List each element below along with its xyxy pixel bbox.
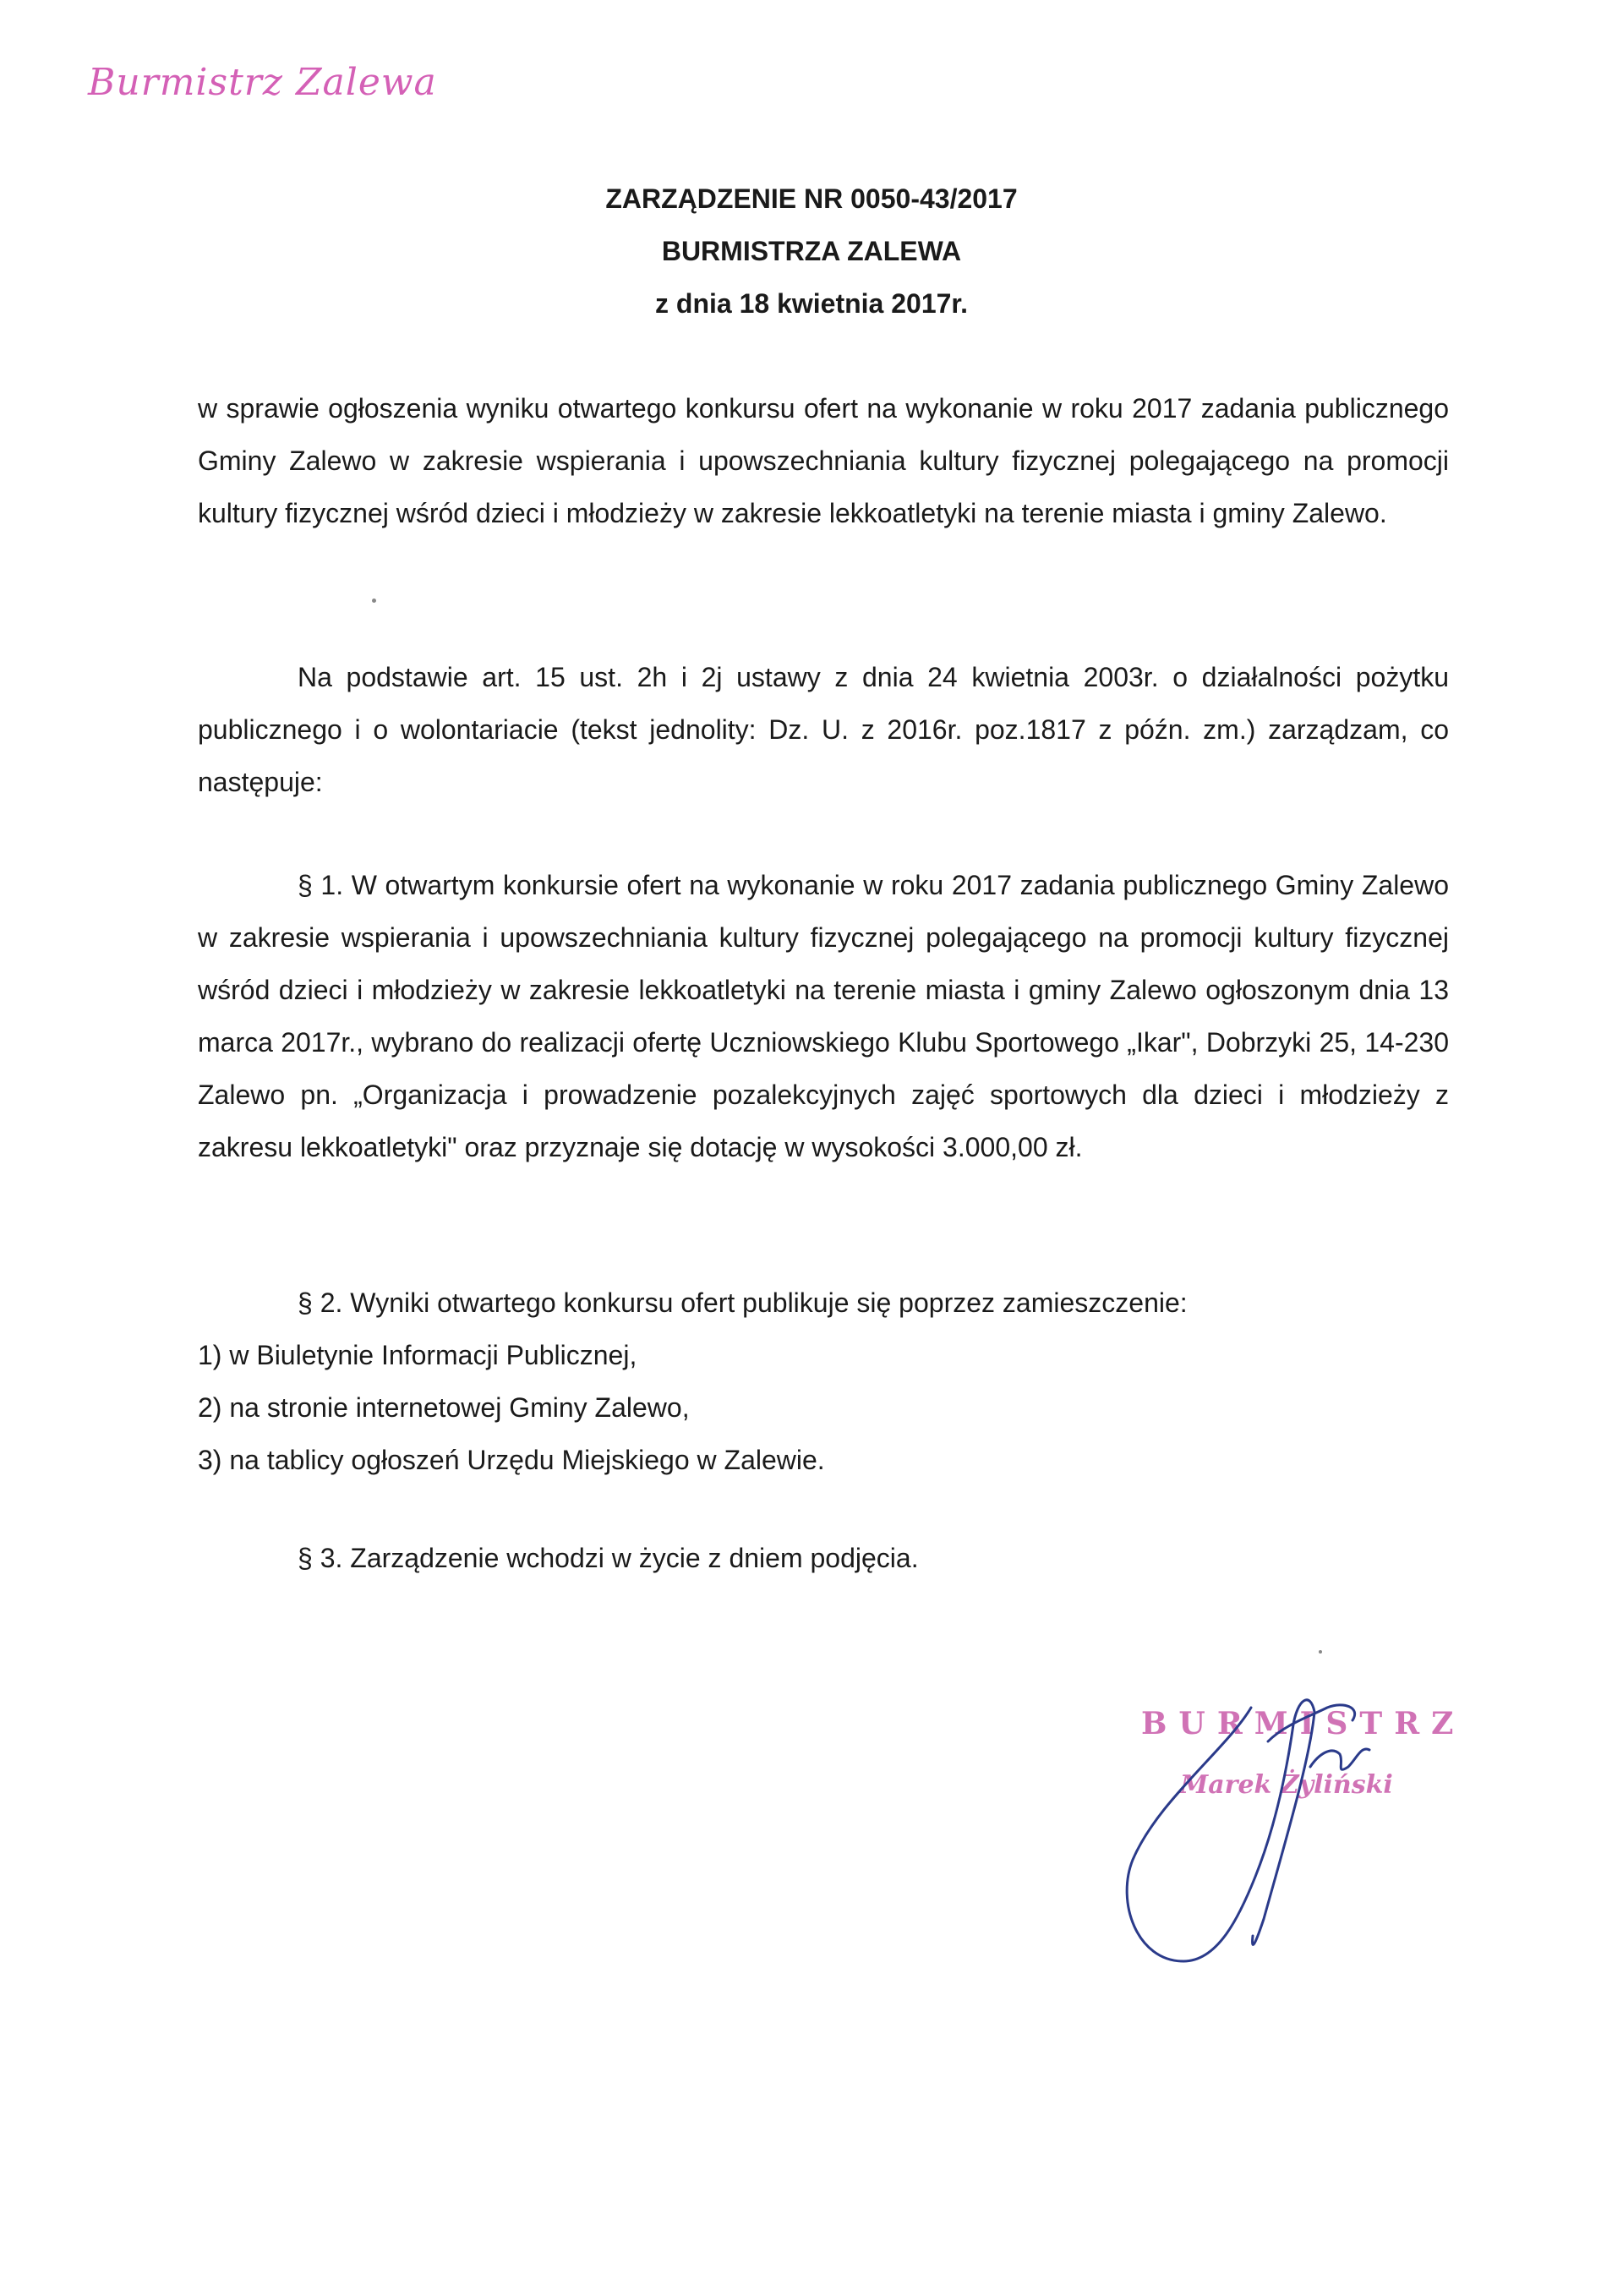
stamp-and-signature — [1057, 1674, 1496, 2046]
document-title — [0, 172, 1623, 330]
stamp-title: BURMISTRZ — [1141, 1706, 1466, 1741]
section-1-paragraph: § 1. W otwartym konkursie ofert na wykonanie w roku 2017 zadania publicznego Gminy Zalewo w zakresie wspierania i upowszechniania kultury fizycznej polegającego na promocji kultury fizycznej wśród dzieci i młodzieży w zakresie lekkoatletyki na terenie miasta i gminy Zalewo ogłoszonym dnia 13 marca 2017r., wybrano do realizacji ofertę Uczniowskiego Klubu Sportowego „Ikar", Dobrzyki 25, 14-230 Zalewo pn. „Organizacja i prowadzenie pozalekcyjnych zajęć sportowych dla dzieci i młodzieży z zakresu lekkoatletyki" oraz przyznaje się dotację w wysokości 3.000,00 zł. — [198, 870, 1449, 1162]
list-item: 1) w Biuletynie Informacji Publicznej, — [198, 1340, 637, 1370]
list-item: 3) na tablicy ogłoszeń Urzędu Miejskiego w Zalewie. — [198, 1445, 825, 1475]
title-line-3: z dnia 18 kwietnia 2017r. — [655, 288, 968, 319]
section-3-paragraph: § 3. Zarządzenie wchodzi w życie z dniem podjęcia. — [298, 1543, 919, 1573]
signature-icon — [1057, 1674, 1496, 2046]
section-2-intro: § 2. Wyniki otwartego konkursu ofert publikuje się poprzez zamieszczenie: — [298, 1287, 1188, 1318]
subject-paragraph: w sprawie ogłoszenia wyniku otwartego konkursu ofert na wykonanie w roku 2017 zadania publicznego Gminy Zalewo w zakresie wspierania i upowszechniania kultury fizycznej polegającego na promocji kultury fizycznej wśród dzieci i młodzieży w zakresie lekkoatletyki na terenie miasta i gminy Zalewo. — [198, 393, 1449, 528]
scan-speck — [1319, 1650, 1322, 1654]
header-script-title: Burmistrz Zalewa — [88, 61, 437, 104]
title-line-1: ZARZĄDZENIE NR 0050-43/2017 — [605, 183, 1018, 214]
stamp-name: Marek Żyliński — [1180, 1770, 1393, 1800]
section-2-list — [198, 1329, 1449, 1486]
legal-basis-paragraph: Na podstawie art. 15 ust. 2h i 2j ustawy z dnia 24 kwietnia 2003r. o działalności pożytku publicznego i o wolontariacie (tekst jednolity: Dz. U. z 2016r. poz.1817 z późn. zm.) zarządzam, co następuje: — [198, 662, 1449, 797]
scan-speck — [372, 599, 376, 603]
title-line-2: BURMISTRZA ZALEWA — [661, 236, 962, 266]
list-item: 2) na stronie internetowej Gminy Zalewo, — [198, 1392, 690, 1423]
